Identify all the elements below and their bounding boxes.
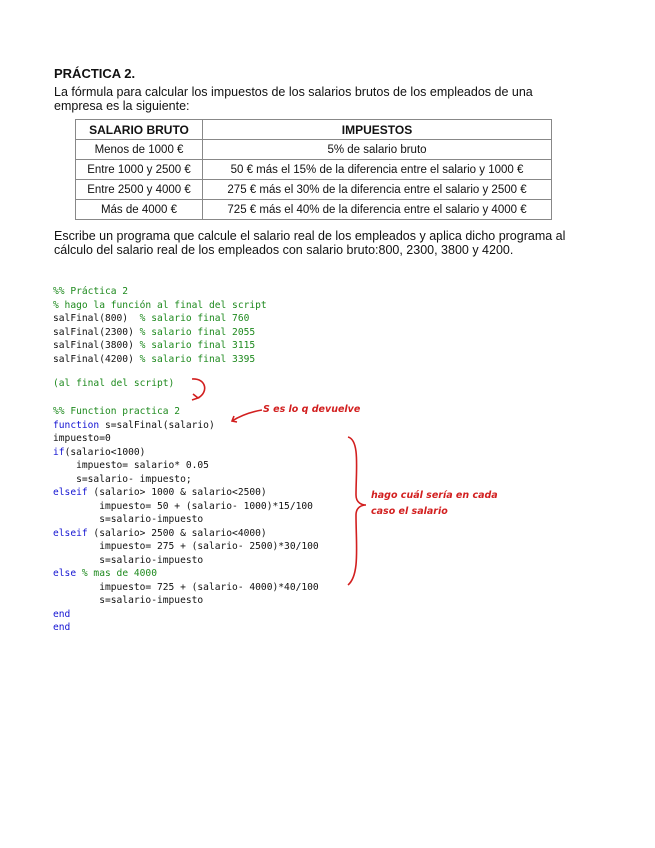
code-comment: %% Function practica 2 [53,406,181,417]
code-line: s=salario-impuesto [53,595,204,606]
code-comment: % hago la función al final del script [53,299,267,311]
table-cell: Más de 4000 € [76,200,203,220]
table-cell: 275 € más el 30% de la diferencia entre el salario y 2500 € [203,180,552,200]
code-keyword: end [53,608,71,620]
annotation-cases-line1: hago cuál sería en cada [371,490,498,501]
arrow-to-return-icon [232,410,262,421]
intro-paragraph: La fórmula para calcular los impuestos de los salarios brutos de los empleados de una empresa es la siguiente: [54,85,533,113]
table-cell: Entre 2500 y 4000 € [76,180,203,200]
code-line: salFinal(3800) [53,340,140,351]
code-comment: % salario final 3115 [139,340,256,351]
code-line: impuesto= 725 + (salario- 4000)*40/100 [53,581,319,593]
code-keyword: end [53,622,71,633]
code-line: s=salario-impuesto [53,554,204,566]
practice-title: PRÁCTICA 2. [54,66,136,81]
code-line: (salario<1000) [64,446,146,458]
code-note: (al final del script) [53,378,175,389]
code-comment: % mas de 4000 [76,568,157,579]
code-keyword: function [53,419,100,431]
code-line: impuesto= 275 + (salario- 2500)*30/100 [53,541,319,552]
table-cell: 5% de salario bruto [203,140,552,160]
code-line: (salario> 1000 & salario<2500) [87,487,267,498]
code-comment: %% Práctica 2 [53,286,129,297]
code-line: salFinal(4200) [53,353,140,365]
table-cell: 50 € más el 15% de la diferencia entre el salario y 1000 € [203,160,552,180]
table-cell: Entre 1000 y 2500 € [76,160,203,180]
code-line: (salario> 2500 & salario<4000) [87,527,267,539]
code-line: s=salario-impuesto [53,514,204,525]
code-line: salFinal(800) [53,313,140,324]
annotation-cases-line2: caso el salario [371,506,448,517]
task-paragraph: Escribe un programa que calcule el salario real de los empleados y aplica dicho programa al cálculo del salario real de los empleados con salario bruto:800, 2300, 3800 y 4200. [54,229,566,257]
code-keyword: if [53,446,65,458]
code-keyword: elseif [53,527,88,539]
code-comment: % salario final 760 [139,313,250,324]
code-line: s=salFinal(salario) [99,419,215,431]
arrowhead-icon [192,394,198,400]
code-line: impuesto=0 [53,433,111,444]
code-comment: % salario final 3395 [139,353,256,365]
code-keyword: elseif [53,487,88,498]
code-line: s=salario- impuesto; [53,473,192,485]
code-line: salFinal(2300) [53,326,140,338]
header-taxes: IMPUESTOS [203,120,552,140]
table-cell: 725 € más el 40% de la diferencia entre el salario y 4000 € [203,200,552,220]
code-line: impuesto= salario* 0.05 [53,460,209,471]
code-comment: % salario final 2055 [139,326,256,338]
header-gross-salary: SALARIO BRUTO [76,120,203,140]
code-keyword: else [53,568,77,579]
curly-brace-icon [348,437,366,585]
annotation-returns: S es lo q devuelve [263,404,361,415]
code-line: impuesto= 50 + (salario- 1000)*15/100 [53,500,313,512]
table-cell: Menos de 1000 € [76,140,203,160]
